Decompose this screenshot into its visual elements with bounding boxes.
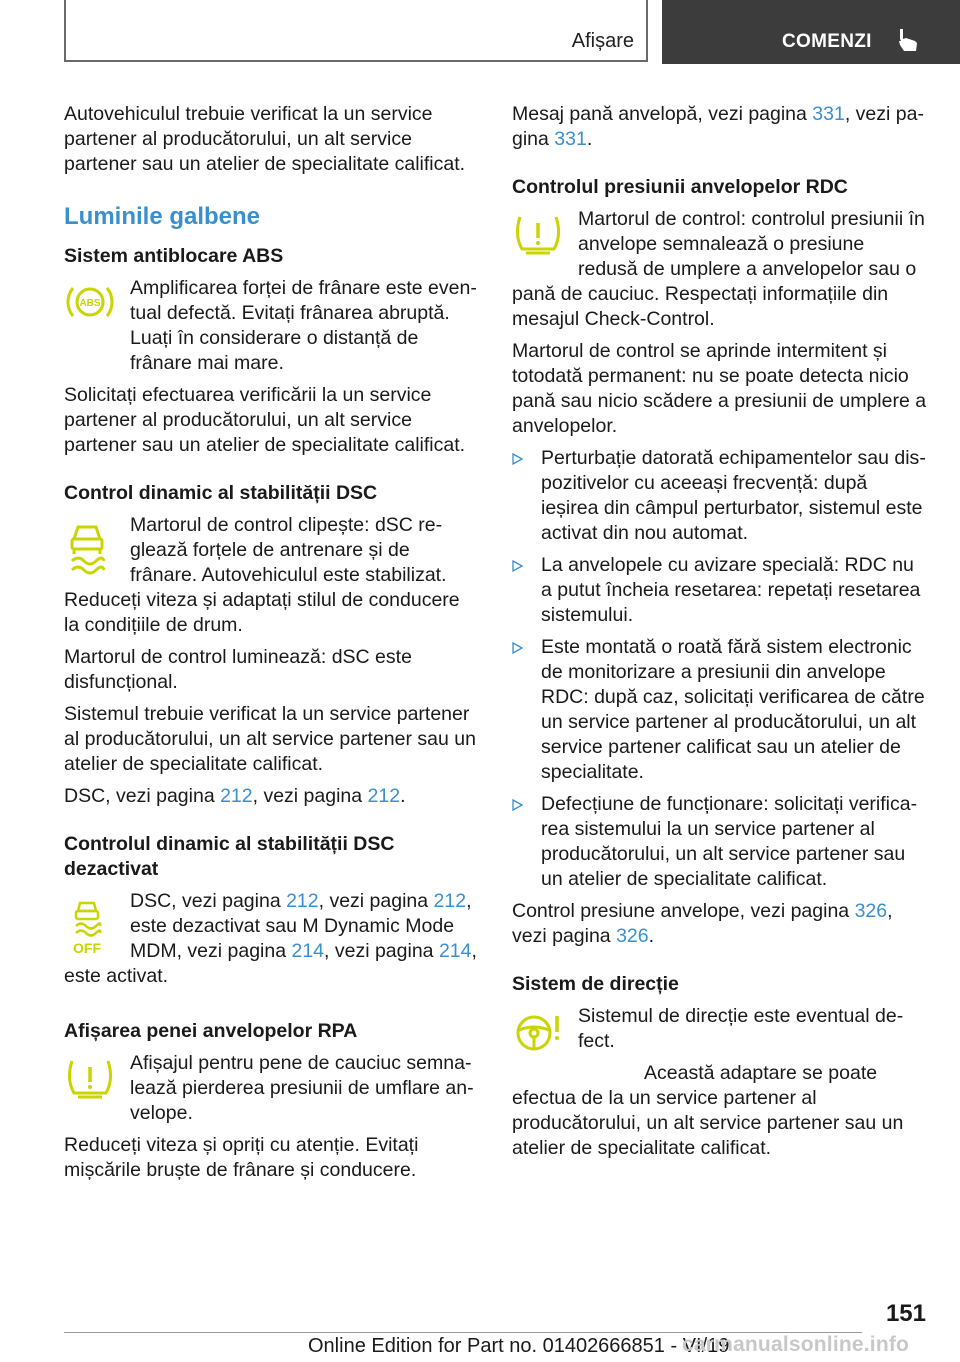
page-link-326[interactable]: 326 bbox=[616, 925, 649, 947]
page-link-214[interactable]: 214 bbox=[438, 940, 472, 962]
dsc-title: Control dinamic al stabilității DSC bbox=[64, 482, 378, 504]
rdc-bullet-list bbox=[512, 446, 928, 892]
list-item: Defecțiune de funcționare: solicitați verificarea sistemului la un service partener al producătorului, un alt service partener sau un atelier de specialitate calificat. bbox=[512, 792, 928, 892]
list-item: La anvelopele cu avizare specială: RDC nu a putut încheia resetarea: repetați resetarea sistemului. bbox=[512, 553, 928, 628]
tire-pressure-warning-icon bbox=[512, 211, 564, 257]
dsc-off-icon bbox=[64, 893, 110, 957]
page-link-212[interactable]: 212 bbox=[367, 785, 401, 807]
page-link-214[interactable]: 214 bbox=[291, 940, 325, 962]
abs-text: Amplificarea forței de frânare este eventual defectă. Evitați frânarea abruptă. Luați în considerare o distanță de frânare mai mare. bbox=[130, 277, 477, 374]
header-chapter-label: COMENZI bbox=[782, 31, 872, 52]
triangle-bullet-icon bbox=[512, 799, 523, 811]
rdc-reference: Control presiune anvelope, vezi pagina 326, vezi pagina 326. bbox=[512, 900, 893, 947]
steering-warning-icon bbox=[512, 1008, 564, 1056]
tire-pressure-warning-icon bbox=[64, 1055, 116, 1101]
rdc-icon-wrap bbox=[512, 207, 578, 282]
dsc-warning-icon bbox=[64, 517, 110, 577]
section-title-yellow-lights: Luminile galbene bbox=[64, 203, 261, 230]
page-link-331[interactable]: 331 bbox=[812, 103, 845, 125]
page-link-212[interactable]: 212 bbox=[286, 890, 319, 912]
dsc-off-icon-label: OFF bbox=[73, 940, 101, 956]
rpa-text: Afișajul pentru pene de cauciuc semnalează pierderea presiunii de umflare anvelope. bbox=[130, 1052, 474, 1124]
list-item: Este montată o roată fără sistem electronic de monitorizare a presiunii din anvelope RDC: după caz, solicitați verificarea de către un service partener al producătorului, un alt service partener calificat sau un atelier de specialitate. bbox=[512, 635, 928, 785]
page-link-212[interactable]: 212 bbox=[220, 785, 253, 807]
dsc-text-2: Martorul de control luminează: dSC este disfuncțional. bbox=[64, 646, 412, 693]
rpa-reference: Mesaj pană anvelopă, vezi pagina 331, vezi pagina 331. bbox=[512, 103, 924, 150]
triangle-bullet-icon bbox=[512, 453, 523, 465]
triangle-bullet-icon bbox=[512, 560, 523, 572]
steering-text: Sistemul de direcție este eventual defect. bbox=[578, 1005, 904, 1052]
rpa-text-2: Reduceți viteza și opriți cu atenție. Evitați mișcările bruște de frânare și conducere. bbox=[64, 1134, 419, 1181]
rdc-title: Controlul presiunii anvelopelor RDC bbox=[512, 176, 848, 198]
intro-text: Autovehiculul trebuie verificat la un service partener al producătorului, un alt service partener sau un atelier de specialitate calificat. bbox=[64, 103, 466, 175]
rpa-title: Afișarea penei anvelopelor RPA bbox=[64, 1020, 358, 1042]
steering-text-2: Această adaptare se poate efectua de la un service partener al producătorului, un alt service partener sau un atelier de specialitate calificat. bbox=[512, 1062, 904, 1159]
dsc-off-text: DSC, vezi pagina 212, vezi pagina 212, este dezactivat sau M Dynamic Mode MDM, vezi pagina 214, vezi pagina 214, este activat. bbox=[64, 890, 477, 987]
triangle-bullet-icon bbox=[512, 642, 523, 654]
footer-watermark: carmanualsonline.info bbox=[682, 1333, 910, 1356]
dsc-reference: DSC, vezi pagina 212, vezi pagina 212. bbox=[64, 785, 406, 807]
page-link-326[interactable]: 326 bbox=[854, 900, 888, 922]
dsc-text-3: Sistemul trebuie verificat la un service partener al producătorului, un alt service partener sau un atelier de specialitate calificat. bbox=[64, 703, 476, 775]
header-section-label: Afișare bbox=[571, 30, 634, 52]
header-section-tab bbox=[64, 0, 648, 62]
rdc-text: Martorul de control: controlul presiunii în anvelope semnalează o presiune redusă de umplere a anvelopelor sau o pană de cauciuc. Respectați informațiile din mesajul Check-Control. bbox=[512, 208, 925, 330]
list-item: Perturbație datorată echipamentelor sau dispozitivelor cu aceeași frecvență: după ieșirea din câmpul perturbator, sistemul este activat din nou automat. bbox=[512, 446, 928, 546]
rdc-text-2: Martorul de control se aprinde intermitent și totodată permanent: nu se poate detecta nicio pană sau nicio scădere a presiunii de umplere a anvelopelor. bbox=[512, 340, 927, 437]
footer-edition: Online Edition for Part no. 01402666851 - VI/19 bbox=[308, 1335, 730, 1357]
abs-text-2: Solicitați efectuarea verificării la un service partener al producătorului, un alt service partener sau un atelier de specialitate calificat. bbox=[64, 384, 466, 456]
rpa-icon-wrap bbox=[64, 1051, 130, 1126]
page-link-212[interactable]: 212 bbox=[433, 890, 467, 912]
dsc-off-title: Controlul dinamic al stabilității DSC dezactivat bbox=[64, 833, 395, 880]
page-link-331[interactable]: 331 bbox=[554, 128, 587, 150]
abs-icon-wrap bbox=[64, 276, 130, 351]
svg-text:ABS: ABS bbox=[79, 298, 101, 309]
dsc-icon-wrap bbox=[64, 513, 130, 588]
pointing-hand-icon bbox=[894, 26, 922, 54]
page-number: 151 bbox=[885, 1300, 926, 1327]
abs-warning-icon bbox=[64, 280, 116, 324]
dsc-text: Martorul de control clipește: dSC reglează forțele de antrenare și de frânare. Autovehiculul este stabilizat. Reduceți viteza și adaptați stilul de conducere la condițiile de drum. bbox=[64, 514, 460, 636]
right-column bbox=[512, 102, 928, 1168]
header-chapter-tab bbox=[662, 0, 960, 64]
left-column bbox=[64, 102, 480, 1190]
abs-title: Sistem antiblocare ABS bbox=[64, 245, 284, 267]
dsc-off-icon-wrap bbox=[64, 889, 130, 964]
steering-title: Sistem de direcție bbox=[512, 973, 679, 995]
steering-icon-wrap bbox=[512, 1004, 578, 1079]
